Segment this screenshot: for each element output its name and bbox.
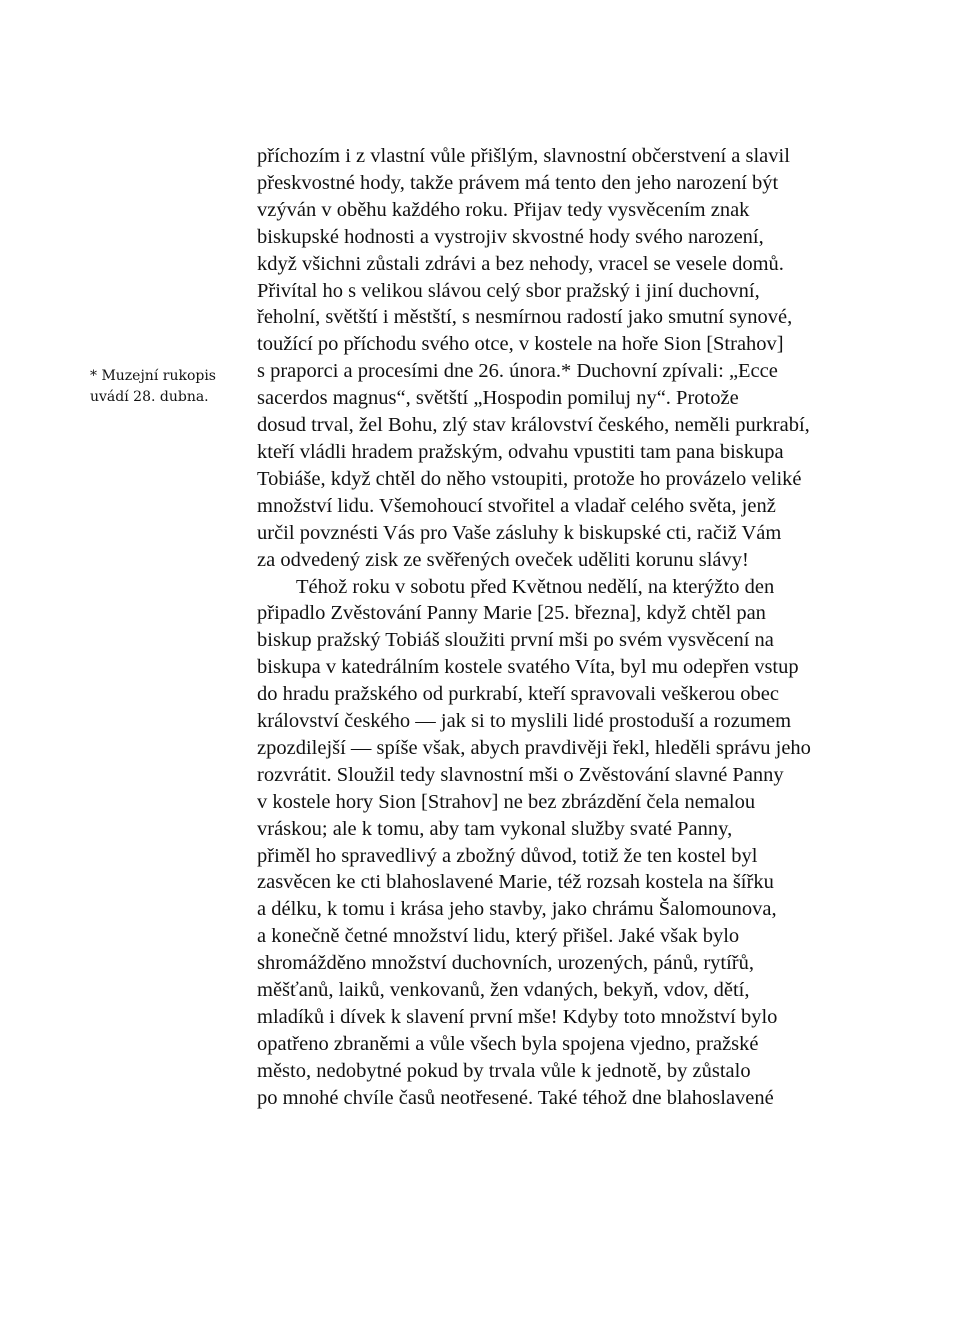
- body-text: [257, 143, 877, 1112]
- paragraph-first-line: Téhož roku v sobotu před Květnou nedělí, na kterýžto den: [296, 575, 775, 598]
- text-line: řeholní, světští i městští, s nesmírnou radostí jako smutní synové,: [257, 306, 793, 329]
- text-line: přiměl ho spravedlivý a zbožný důvod, totiž že ten kostel byl: [257, 844, 758, 867]
- text-line: a délku, k tomu i krása jeho stavby, jako chrámu Šalomounova,: [257, 898, 777, 921]
- text-line: příchozím i z vlastní vůle přišlým, slavnostní občerstvení a slavil: [257, 145, 790, 167]
- text-line: biskup pražský Tobiáš sloužiti první mši po svém vysvěcení na: [257, 629, 774, 652]
- footnote-line: uvádí 28. dubna.: [90, 389, 209, 405]
- text-line: připadlo Zvěstování Panny Marie [25. března], když chtěl pan: [257, 602, 766, 625]
- text-line: množství lidu. Všemohoucí stvořitel a vladař celého světa, jenž: [257, 494, 776, 517]
- text-line: vráskou; ale k tomu, aby tam vykonal služby svaté Panny,: [257, 817, 733, 840]
- text-line: měšťanů, laiků, venkovanů, žen vdaných, bekyň, vdov, dětí,: [257, 979, 750, 1002]
- text-line: kteří vládli hradem pražským, odvahu vpustiti tam pana biskupa: [257, 440, 784, 463]
- text-line: město, nedobytné pokud by trvala vůle k jednotě, by zůstalo: [257, 1059, 751, 1082]
- text-line: biskupské hodnosti a vystrojiv skvostné hody svého narození,: [257, 225, 764, 248]
- text-line: vzýván v oběhu každého roku. Přijav tedy vysvěcením znak: [257, 198, 750, 221]
- text-line: království českého — jak si to myslili lidé prostoduší a rozumem: [257, 710, 792, 733]
- text-line: opatřeno zbraněmi a vůle všech byla spojena vjedno, pražské: [257, 1032, 759, 1055]
- text-line: mladíků i dívek k slavení první mše! Kdyby toto množství bylo: [257, 1006, 778, 1028]
- text-line: a konečně četné množství lidu, který přišel. Jaké však bylo: [257, 925, 740, 948]
- text-line: zpozdilejší — spíše však, abych pravdivěji řekl, hleděli správu jeho: [257, 736, 811, 759]
- text-line: toužící po příchodu svého otce, v kostele na hoře Sion [Strahov]: [257, 333, 784, 356]
- text-line: sacerdos magnus“, světští „Hospodin pomiluj ny“. Protože: [257, 387, 739, 410]
- text-line: když všichni zůstali zdrávi a bez nehody, vracel se vesele domů.: [257, 252, 784, 275]
- text-line: s praporci a procesími dne 26. února.* Duchovní zpívali: „Ecce: [257, 360, 778, 383]
- text-line: přeskvostné hody, takže právem má tento den jeho narození být: [257, 171, 779, 194]
- text-line: rozvrátit. Sloužil tedy slavnostní mši o Zvěstování slavné Panny: [257, 763, 784, 786]
- text-line: Přivítal ho s velikou slávou celý sbor pražský i jiní duchovní,: [257, 279, 760, 302]
- text-line: v kostele hory Sion [Strahov] ne bez zbrázdění čela nemalou: [257, 790, 756, 813]
- footnote-line: * Muzejní rukopis: [90, 368, 216, 384]
- text-line: dosud trval, žel Bohu, zlý stav království českého, neměli purkrabí,: [257, 414, 810, 437]
- text-line: biskupa v katedrálním kostele svatého Víta, byl mu odepřen vstup: [257, 656, 799, 679]
- text-line: shromážděno množství duchovních, urozených, pánů, rytířů,: [257, 952, 754, 975]
- text-line: zasvěcen ke cti blahoslavené Marie, též rozsah kostela na šířku: [257, 871, 774, 894]
- margin-footnote: [90, 366, 240, 408]
- text-line: Tobiáše, když chtěl do něho vstoupiti, protože ho provázelo veliké: [257, 467, 802, 490]
- text-line: za odvedený zisk ze svěřených oveček uděliti korunu slávy!: [257, 548, 749, 571]
- text-line: do hradu pražského od purkrabí, kteří spravovali veškerou obec: [257, 683, 780, 706]
- text-line: po mnohé chvíle časů neotřesené. Také téhož dne blahoslavené: [257, 1086, 774, 1109]
- text-line: určil povznésti Vás pro Vaše zásluhy k biskupské cti, račiž Vám: [257, 521, 782, 544]
